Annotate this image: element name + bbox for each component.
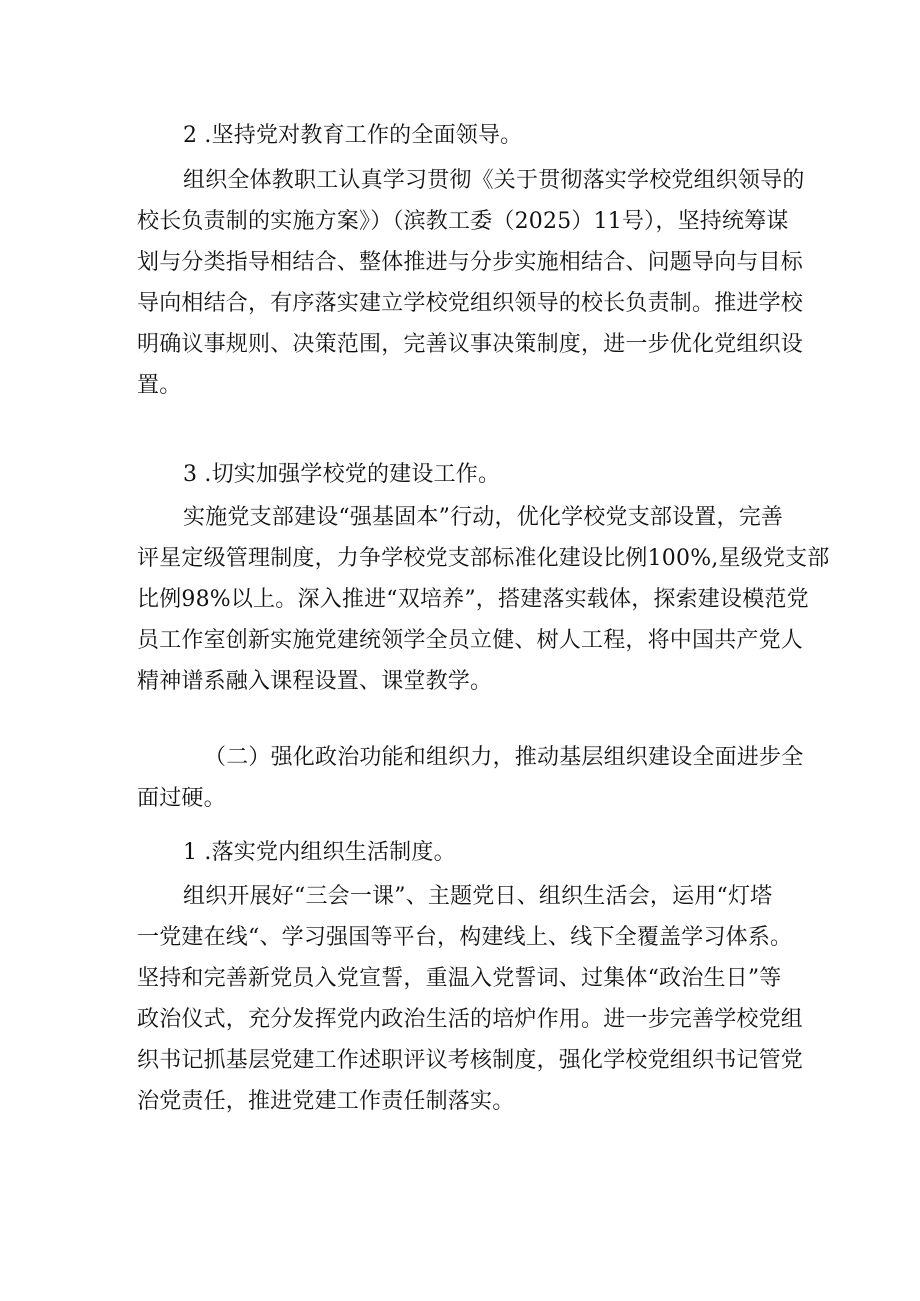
paragraph-line: 坚持和完善新党员入党宣誓，重温入党誓词、过集体“政治生日”等 bbox=[137, 966, 782, 991]
paragraph-line: 政治仪式，充分发挥党内政治生活的培炉作用。进一步完善学校党组 bbox=[137, 1007, 804, 1032]
paragraph-line: 导向相结合，有序落实建立学校党组织领导的校长负责制。推进学校 bbox=[137, 291, 804, 316]
paragraph-line: 划与分类指导相结合、整体推进与分步实施相结合、问题导向与目标 bbox=[137, 250, 804, 275]
paragraph-line: 比例98%以上。深入推进“双培养”，搭建落实载体，探索建设模范党 bbox=[137, 587, 809, 612]
paragraph-line: 一党建在线“、学习强国等平台，构建线上、线下全覆盖学习体系。 bbox=[137, 925, 793, 950]
heading-item-3 bbox=[137, 454, 797, 495]
paragraph-line: 精神谱系融入课程设置、课堂教学。 bbox=[137, 669, 493, 694]
heading-item-2 bbox=[137, 115, 797, 156]
heading-item-1-text: 1 .落实党内组织生活制度。 bbox=[183, 840, 456, 865]
paragraph-line: 置。 bbox=[137, 373, 182, 398]
paragraph-item-1 bbox=[137, 876, 804, 1122]
paragraph-line: 组织全体教职工认真学习贯彻《关于贯彻落实学校党组织领导的 bbox=[183, 168, 805, 193]
paragraph-line: 校长负责制的实施方案》）（滨教工委（2025）11号），坚持统筹谋 bbox=[137, 209, 789, 234]
paragraph-item-2 bbox=[137, 160, 805, 406]
section-heading-line: 面过硬。 bbox=[137, 786, 226, 811]
section-heading-2 bbox=[137, 737, 804, 819]
paragraph-line: 组织开展好“三会一课”、主题党日、组织生活会，运用“灯塔 bbox=[183, 884, 773, 909]
paragraph-line: 治党责任，推进党建工作责任制落实。 bbox=[137, 1089, 515, 1114]
paragraph-line: 明确议事规则、决策范围，完善议事决策制度，进一步优化党组织设 bbox=[137, 332, 804, 357]
section-heading-line: （二）强化政治功能和组织力，推动基层组织建设全面进步全 bbox=[204, 745, 804, 770]
heading-item-1 bbox=[137, 832, 797, 873]
paragraph-line: 织书记抓基层党建工作述职评议考核制度，强化学校党组织书记管党 bbox=[137, 1048, 804, 1073]
paragraph-line: 实施党支部建设“强基固本”行动，优化学校党支部设置，完善 bbox=[183, 505, 784, 530]
heading-item-3-text: 3 .切实加强学校党的建设工作。 bbox=[183, 462, 501, 487]
paragraph-item-3 bbox=[137, 497, 830, 702]
paragraph-line: 评星定级管理制度，力争学校党支部标准化建设比例100%,星级党支部 bbox=[137, 546, 830, 571]
paragraph-line: 员工作室创新实施党建统领学全员立健、树人工程，将中国共产党人 bbox=[137, 628, 804, 653]
heading-item-2-text: 2 .坚持党对教育工作的全面领导。 bbox=[183, 123, 523, 148]
